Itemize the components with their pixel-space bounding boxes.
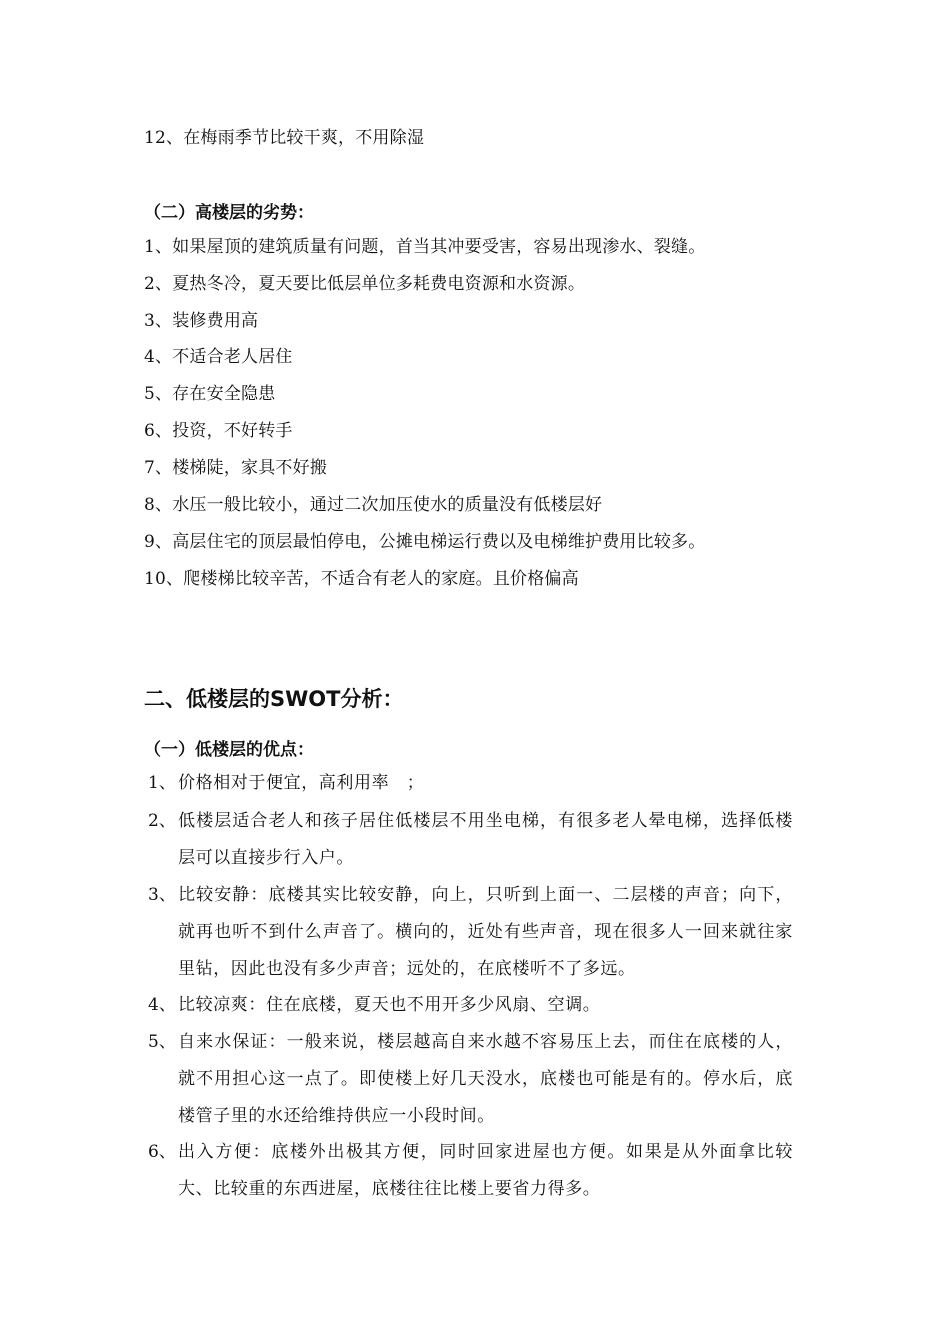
list-item: 8、水压一般比较小，通过二次加压使水的质量没有低楼层好 (144, 495, 603, 515)
list-item: 3、装修费用高 (144, 311, 259, 331)
list-item-number: 4、 (148, 995, 176, 1015)
list-item-text: 比较安静：底楼其实比较安静，向上，只听到上面一、二层楼的声音；向下，就再也听不到什么声音了。横向的，近处有些声音，现在很多人一回来就往家里钻，因此也没有多少声音；远处的，在底楼听不了多远。 (178, 885, 793, 979)
list-item: 5、存在安全隐患 (144, 384, 276, 404)
list-item (148, 765, 793, 802)
list-item: 1、如果屋顶的建筑质量有问题，首当其冲要受害，容易出现渗水、裂缝。 (144, 237, 706, 257)
list-item: 6、投资，不好转手 (144, 421, 293, 441)
list-item-number: 5、 (148, 1032, 176, 1052)
list-item-number: 3、 (148, 885, 176, 905)
list-item-number: 1、 (148, 773, 176, 793)
list-item-number: 2、 (148, 811, 176, 831)
section-heading-low-floor-swot: 二、低楼层的SWOT分析： (144, 687, 404, 711)
list-item-number: 6、 (148, 1142, 176, 1162)
list-item (148, 877, 793, 988)
list-item: 2、夏热冬冷，夏天要比低层单位多耗费电资源和水资源。 (144, 274, 586, 294)
list-item (148, 987, 793, 1024)
list-item (148, 1024, 793, 1135)
list-item-text: 出入方便：底楼外出极其方便，同时回家进屋也方便。如果是从外面拿比较大、比较重的东西进屋，底楼往往比楼上要省力得多。 (178, 1142, 793, 1199)
list-item: 9、高层住宅的顶层最怕停电，公摊电梯运行费以及电梯维护费用比较多。 (144, 532, 706, 552)
list-item (148, 803, 793, 877)
list-item (148, 1134, 793, 1208)
list-item-text: 自来水保证：一般来说，楼层越高自来水越不容易压上去，而住在底楼的人，就不用担心这一点了。即使楼上好几天没水，底楼也可能是有的。停水后，底楼管子里的水还给维持供应一小段时间。 (178, 1032, 793, 1126)
list-item: 7、楼梯陡，家具不好搬 (144, 458, 328, 478)
text-line-rainy-season: 12、在梅雨季节比较干爽，不用除湿 (144, 128, 425, 148)
subsection-title-high-floor-disadvantages: （二）高楼层的劣势： (144, 203, 314, 223)
list-item: 10、爬楼梯比较辛苦，不适合有老人的家庭。且价格偏高 (144, 569, 579, 589)
subsection-title-low-floor-advantages: （一）低楼层的优点： (144, 740, 314, 760)
list-item-text: 低楼层适合老人和孩子居住低楼层不用坐电梯，有很多老人晕电梯，选择低楼层可以直接步行入户。 (178, 811, 793, 868)
list-item: 4、不适合老人居住 (144, 347, 293, 367)
list-item-text: 比较凉爽：住在底楼，夏天也不用开多少风扇、空调。 (178, 995, 601, 1015)
list-item-text: 价格相对于便宜，高利用率 ； (178, 773, 425, 793)
